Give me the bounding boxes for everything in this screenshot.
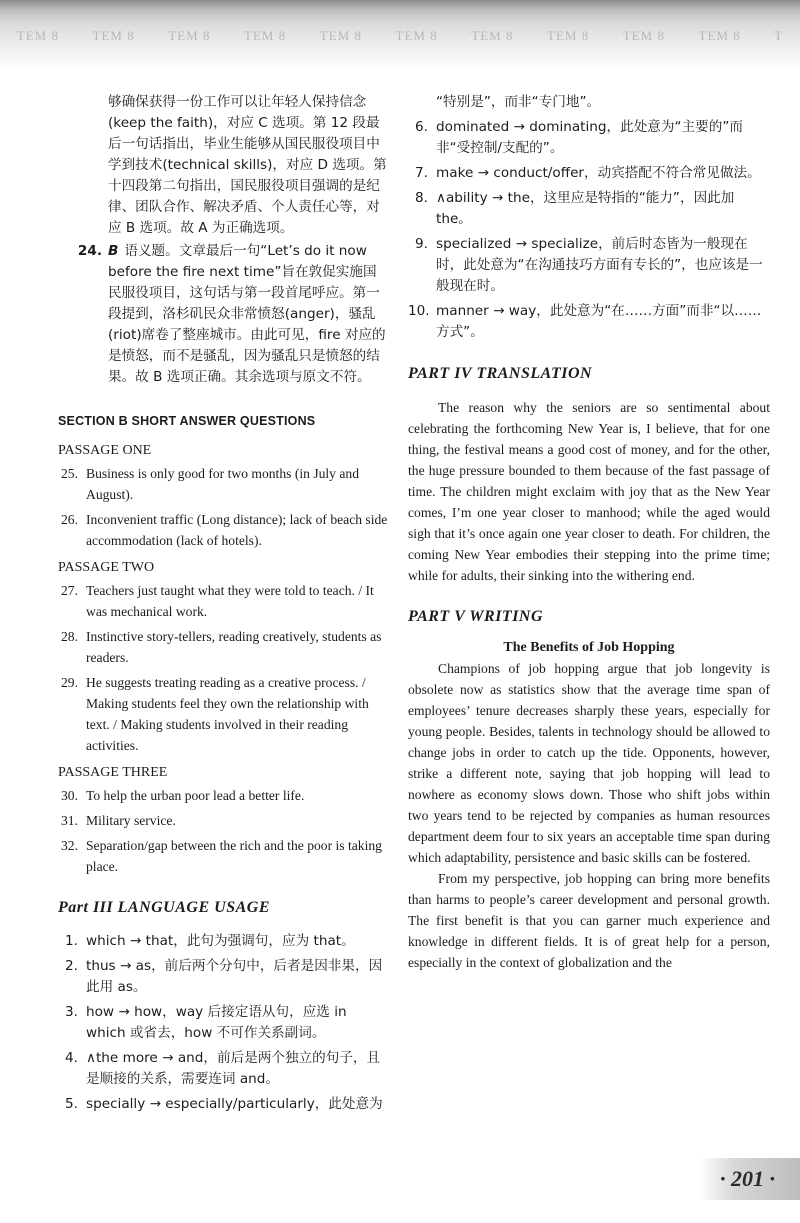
item-text: Teachers just taught what they were told to teach. / It was mechanical work.	[86, 583, 374, 619]
item-number: 5.	[65, 1096, 78, 1112]
passage-title: PASSAGE TWO	[58, 560, 155, 575]
answer-item-28	[58, 626, 390, 668]
usage-item-9	[408, 234, 770, 297]
usage-item-8	[408, 188, 770, 230]
header-word: TEM 8	[622, 28, 665, 43]
item-text: 语义题。文章最后一句“Let’s do it now before the fire next time”旨在敦促实施国民服役项目，这句话与第一段首尾呼应。第一段提到，洛杉矶民众非常愤怒(anger)，骚乱(riot)席卷了整座城市。由此可见，fire 对应的是愤怒，而不是骚乱，因为骚乱只是愤怒的结果。故 B 选项正确。其余选项与原文不符。	[108, 243, 386, 385]
item-text: which → that，此句为强调句，应为 that。	[86, 933, 355, 949]
page-number-tab	[700, 1158, 800, 1200]
answer-item-24	[58, 241, 390, 388]
answer-item-30	[58, 785, 390, 806]
item-text: ∧ability → the，这里应是特指的“能力”，因此加 the。	[436, 190, 735, 227]
header-word: TEM 8	[395, 28, 438, 43]
item-number: 6.	[415, 119, 428, 135]
item-number: 28.	[61, 629, 78, 644]
item-text: manner → way，此处意为“在……方面”而非“以……方式”。	[436, 303, 762, 340]
header-word: TEM 8	[244, 28, 287, 43]
usage-item-6	[408, 117, 770, 159]
passage-title: PASSAGE ONE	[58, 443, 152, 458]
header-word: TEM 8	[168, 28, 211, 43]
answer-item-29	[58, 672, 390, 756]
item-number: 32.	[61, 838, 78, 853]
header-word: TEM 8	[698, 28, 741, 43]
essay-title: The Benefits of Job Hopping	[503, 640, 675, 655]
item-text: ∧the more → and，前后是两个独立的句子，且是顺接的关系，需要连词 and。	[86, 1050, 381, 1087]
usage-item-1	[58, 931, 390, 952]
part-v-heading: PART V WRITING	[408, 608, 544, 625]
usage-item-7	[408, 163, 770, 184]
part-iii-heading: Part III LANGUAGE USAGE	[58, 899, 270, 916]
item-number: 29.	[61, 675, 78, 690]
answer-item-32	[58, 835, 390, 877]
usage-item-5-continuation	[408, 92, 770, 113]
answer-letter: B	[108, 243, 119, 259]
item-number: 3.	[65, 1004, 78, 1020]
item-text: Inconvenient traffic (Long distance); lack of beach side accommodation (lack of hotels).	[86, 512, 388, 548]
running-header	[0, 28, 800, 50]
header-word: TEM 8	[92, 28, 135, 43]
passage-title: PASSAGE THREE	[58, 765, 168, 780]
header-word: TEM 8	[547, 28, 590, 43]
usage-item-10	[408, 301, 770, 343]
item-text: Instinctive story-tellers, reading creatively, students as readers.	[86, 629, 382, 665]
item-number: 4.	[65, 1050, 78, 1066]
item-number: 25.	[61, 466, 78, 481]
item-number: 27.	[61, 583, 78, 598]
item-text: specially → especially/particularly，此处意为	[86, 1096, 383, 1112]
item-number: 30.	[61, 788, 78, 803]
item-text: Separation/gap between the rich and the poor is taking place.	[86, 838, 382, 874]
answer-item-27	[58, 580, 390, 622]
essay-paragraph-2: From my perspective, job hopping can bring more benefits than harms to people’s career development and personal growth. The first benefit is that you can garner much experience and knowledge in different fields. It is of great help for a person, especially in the context of globalization and the	[408, 871, 770, 970]
right-column	[408, 92, 770, 973]
item-text: make → conduct/offer，动宾搭配不符合常见做法。	[436, 165, 761, 181]
answer-item-31	[58, 810, 390, 831]
item-text: He suggests treating reading as a creative process. / Making students feel they own the relationship with text. / Making students involved in their reading activities.	[86, 675, 369, 753]
section-b-heading: SECTION B SHORT ANSWER QUESTIONS	[58, 414, 316, 428]
usage-item-3	[58, 1002, 390, 1044]
item-text: “特别是”，而非“专门地”。	[436, 94, 601, 110]
header-word: TEM 8	[16, 28, 59, 43]
item-number: 7.	[415, 165, 428, 181]
item-number: 10.	[408, 303, 430, 319]
answer-item-25	[58, 463, 390, 505]
item-text: Military service.	[86, 813, 176, 828]
part-iv-heading: PART IV TRANSLATION	[408, 365, 593, 382]
essay-paragraph-1: Champions of job hopping argue that job longevity is obsolete now as statistics show that the average time span of employees’ tenure decreases sharply these years, especially for young people. Besides, talents in technology should be allowed to change jobs in order to catch up the tide. Opponents, however, strike a different note, saying that job hopping will lead to nowhere as economy slows down. Those who shift jobs within two years tend to be rejected by companies as human resources department deem four to six years an acceptable time span during which adaptability, persistence and basic skills can be fostered.	[408, 661, 770, 865]
item-text: specialized → specialize，前后时态皆为一般现在时，此处意为“在沟通技巧方面有专长的”，也应该是一般现在时。	[436, 236, 763, 294]
item-text: how → how，way 后接定语从句，应选 in which 或省去，how 不可作关系副词。	[86, 1004, 347, 1041]
page-number: · 201 ·	[720, 1166, 775, 1191]
translation-paragraph: The reason why the seniors are so sentimental about celebrating the forthcoming New Year is, I believe, that for one thing, the festival means a good cost of money, and for the other, the huge pressure bounded to them because of the fast passage of time. The children might exclaim with joy that as the New Year comes, I’m one year closer to manhood; while the aged would sigh that it’s once again one year closer to death. For children, the coming New Year embodies their stepping into the prime time; while for adults, their sinking into the withering end.	[408, 400, 770, 583]
item-number: 2.	[65, 958, 78, 974]
usage-item-5	[58, 1094, 390, 1115]
item-text: Business is only good for two months (in July and August).	[86, 466, 360, 502]
item-23-continuation: 够确保获得一份工作可以让年轻人保持信念(keep the faith)，对应 C 选项。第 12 段最后一句话指出，毕业生能够从国民服役项目中学到技术(technical skills)，对应 D 选项。第十四段第二句指出，国民服役项目强调的是纪律、团队合作、解决矛盾、个人责任心等，对应 B 选项。故 A 为正确选项。	[108, 94, 387, 236]
answer-item-26	[58, 509, 390, 551]
item-text: To help the urban poor lead a better life.	[86, 788, 305, 803]
usage-item-4	[58, 1048, 390, 1090]
header-word: T	[774, 28, 784, 43]
item-number: 24.	[77, 243, 102, 259]
item-text: thus → as，前后两个分句中，后者是因非果，因此用 as。	[86, 958, 383, 995]
item-number: 26.	[61, 512, 78, 527]
item-number: 31.	[61, 813, 78, 828]
item-number: 9.	[415, 236, 428, 252]
item-number: 1.	[65, 933, 78, 949]
usage-item-2	[58, 956, 390, 998]
header-word: TEM 8	[471, 28, 514, 43]
item-text: dominated → dominating，此处意为“主要的”而非“受控制/支配的”。	[436, 119, 743, 156]
item-number: 8.	[415, 190, 428, 206]
header-word: TEM 8	[319, 28, 362, 43]
left-column	[58, 92, 390, 1119]
